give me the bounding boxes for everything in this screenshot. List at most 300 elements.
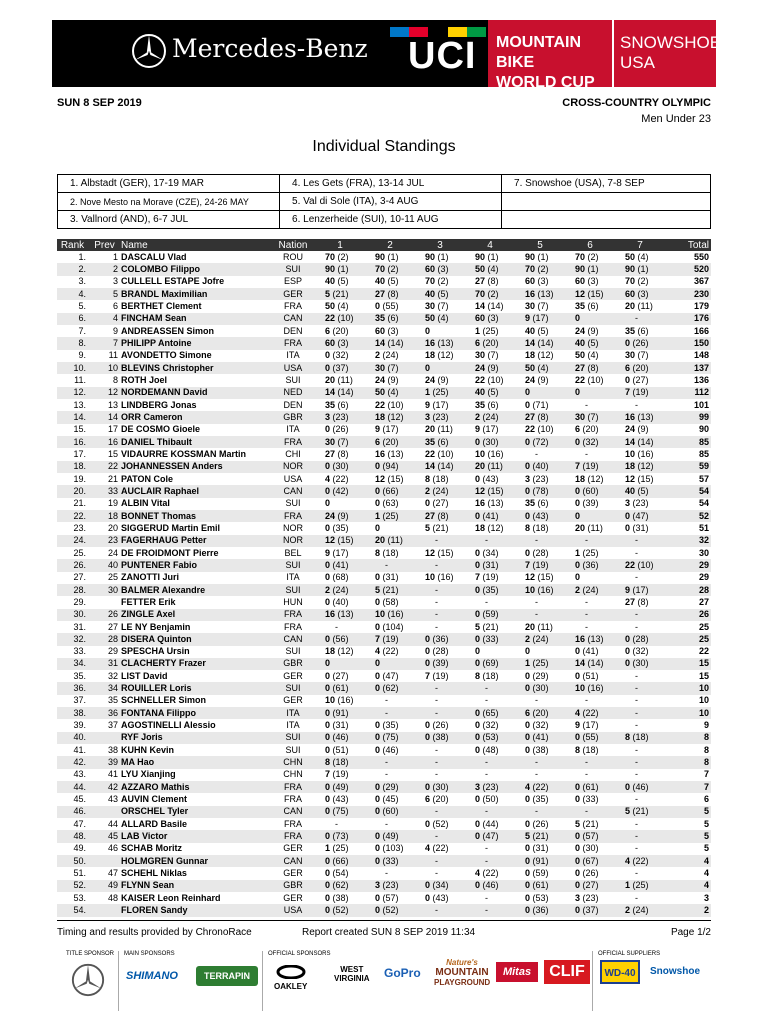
rank-cell: 18. <box>57 461 88 473</box>
round-position: (2) <box>635 276 649 287</box>
round-position: (7) <box>435 300 449 311</box>
round-result-cell <box>465 424 515 436</box>
round-position: (59) <box>480 609 499 620</box>
round-points: 90 <box>625 263 636 274</box>
round-points: 0 <box>425 325 431 336</box>
round-result-cell <box>315 682 365 694</box>
round-result-cell: - <box>585 596 588 607</box>
nation-cell: ITA <box>286 350 300 361</box>
round-position: (24) <box>330 584 349 595</box>
round-position: (33) <box>480 633 499 644</box>
prev-rank-cell <box>88 855 121 867</box>
rank-cell: 42. <box>57 756 88 768</box>
nation-cell: BEL <box>284 547 302 558</box>
round-position: (23) <box>330 411 349 422</box>
round-result-cell <box>365 288 415 300</box>
round-result-cell <box>365 473 415 485</box>
round-position: (47) <box>630 510 649 521</box>
table-row <box>57 387 711 399</box>
round-points: 20 <box>325 374 336 385</box>
round-points: 90 <box>425 251 436 262</box>
round-result-cell <box>315 855 365 867</box>
round-result-cell <box>315 695 365 707</box>
round-result-cell: - <box>535 769 538 780</box>
event-title <box>612 20 722 87</box>
round-points: 0 <box>475 633 481 644</box>
round-result-cell <box>465 732 515 744</box>
round-result-cell <box>465 670 515 682</box>
round-points: 0 <box>325 670 331 681</box>
round-points: 2 <box>375 350 381 361</box>
table-row <box>57 880 711 892</box>
round-position: (49) <box>380 831 399 842</box>
round-result-cell <box>565 387 615 399</box>
total-cell: 59 <box>665 461 711 473</box>
round-result-cell <box>315 288 365 300</box>
round-position: (66) <box>380 485 399 496</box>
nation-cell: GER <box>271 288 315 300</box>
rider-name-cell: LIST David <box>121 670 168 681</box>
round-result-cell: - <box>635 670 638 681</box>
round-position: (18) <box>430 473 449 484</box>
rank-cell: 3. <box>78 276 86 287</box>
round-result-cell <box>365 522 415 534</box>
nation-cell: ESP <box>283 276 302 287</box>
round-result-cell <box>615 596 665 608</box>
round-position: (21) <box>480 621 499 632</box>
round-result-cell <box>315 313 365 325</box>
round-points: 50 <box>425 313 436 324</box>
round-points: 2 <box>475 411 481 422</box>
rank-cell: 39. <box>73 720 86 731</box>
round-position: (1) <box>535 251 549 262</box>
round-position: (29) <box>380 781 399 792</box>
total-cell: 5 <box>703 843 709 854</box>
column-header: 6 <box>565 239 615 251</box>
total-cell: 148 <box>693 350 709 361</box>
round-result-cell <box>515 251 565 263</box>
round-result-cell <box>515 559 565 571</box>
rank-cell: 37. <box>73 695 86 706</box>
total-cell: 8 <box>665 732 711 744</box>
rider-name-cell: ALBIN Vital <box>121 498 170 509</box>
rank-cell: 53. <box>73 892 86 903</box>
round-result-cell <box>365 781 415 793</box>
round-result-cell: - <box>585 448 588 459</box>
round-result-cell <box>515 843 565 855</box>
round-result-cell <box>465 300 515 312</box>
round-position: (26) <box>630 337 649 348</box>
round-position: (5) <box>385 276 399 287</box>
event-line-1: SNOWSHOE <box>620 33 722 52</box>
round-result-cell <box>315 719 365 731</box>
table-row <box>57 498 711 510</box>
prev-rank-cell: 2 <box>88 263 121 275</box>
round-points: 70 <box>525 263 536 274</box>
round-position: (19) <box>530 559 549 570</box>
round-result-cell <box>415 300 465 312</box>
round-result-cell <box>615 436 665 448</box>
round-points: 0 <box>425 781 431 792</box>
round-result-cell <box>315 769 365 781</box>
round-points: 0 <box>325 707 331 718</box>
round-position: (21) <box>630 806 649 817</box>
round-points: 0 <box>375 794 381 805</box>
round-points: 0 <box>375 658 381 669</box>
round-position: (3) <box>335 337 349 348</box>
round-points: 22 <box>425 448 436 459</box>
round-points: 0 <box>325 732 331 743</box>
round-points: 1 <box>325 843 331 854</box>
round-points: 5 <box>525 831 531 842</box>
table-header-row <box>57 239 711 251</box>
round-result-cell <box>415 658 465 670</box>
nation-cell: USA <box>283 473 303 484</box>
round-result-cell <box>565 572 615 584</box>
round-result-cell: - <box>415 535 465 547</box>
round-result-cell <box>465 448 515 460</box>
rider-name-cell: BONNET Thomas <box>121 510 271 522</box>
round-result-cell <box>515 793 565 805</box>
round-result-cell <box>315 707 365 719</box>
official-sponsors-label: OFFICIAL SPONSORS <box>268 951 331 957</box>
round-result-cell <box>565 411 615 423</box>
round-result-cell <box>515 572 565 584</box>
round-points: 40 <box>525 325 536 336</box>
round-points: 27 <box>575 362 586 373</box>
round-points: 0 <box>325 880 331 891</box>
round-result-cell: - <box>485 892 488 903</box>
round-points: 16 <box>375 448 386 459</box>
round-points: 0 <box>525 646 531 657</box>
round-points: 0 <box>525 744 531 755</box>
mp-line-2: MOUNTAIN <box>435 967 489 978</box>
round-result-cell: - <box>585 621 588 632</box>
rank-cell: 5. <box>78 300 86 311</box>
round-points: 60 <box>525 276 536 287</box>
round-result-cell: - <box>335 621 338 632</box>
round-points: 20 <box>375 535 386 546</box>
round-position: (17) <box>630 584 649 595</box>
round-points: 0 <box>625 510 631 521</box>
round-position: (33) <box>580 794 599 805</box>
round-result-cell: - <box>415 756 465 768</box>
rider-name-cell: FAGERHAUG Petter <box>121 535 271 547</box>
round-result-cell <box>315 732 365 744</box>
round-points: 3 <box>375 880 381 891</box>
rider-name-cell: ROUILLER Loris <box>121 682 271 694</box>
round-points: 0 <box>575 732 581 743</box>
round-row <box>58 175 711 193</box>
round-points: 30 <box>375 362 386 373</box>
nation-cell: FRA <box>271 510 315 522</box>
total-cell: 28 <box>665 584 711 596</box>
nation-cell: FRA <box>284 621 302 632</box>
round-position: (14) <box>635 436 654 447</box>
round-points: 0 <box>325 831 331 842</box>
round-points: 0 <box>525 868 531 879</box>
round-position: (8) <box>485 276 499 287</box>
round-points: 4 <box>575 707 581 718</box>
round-position: (17) <box>580 720 599 731</box>
round-points: 0 <box>575 670 581 681</box>
round-points: 0 <box>575 843 581 854</box>
clif-logo: CLIF <box>544 960 590 984</box>
total-cell: 22 <box>698 646 709 657</box>
round-position: (1) <box>435 251 449 262</box>
round-result-cell <box>365 621 415 633</box>
rider-name-cell: DE COSMO Gioele <box>121 424 201 435</box>
rider-name-cell: AUCLAIR Raphael <box>121 485 271 497</box>
round-position: (48) <box>480 744 499 755</box>
round-points: 90 <box>525 251 536 262</box>
round-position: (38) <box>530 744 549 755</box>
round-result-cell <box>365 263 415 275</box>
round-points: 24 <box>525 374 536 385</box>
round-position: (41) <box>580 646 599 657</box>
round-points: 0 <box>475 818 481 829</box>
round-points: 14 <box>325 387 336 398</box>
round-points: 35 <box>325 399 336 410</box>
round-points: 0 <box>575 436 581 447</box>
round-position: (7) <box>335 436 349 447</box>
round-result-cell <box>365 350 415 362</box>
total-cell: 4 <box>665 855 711 867</box>
total-cell: 520 <box>665 263 711 275</box>
round-position: (52) <box>430 818 449 829</box>
nation-cell: DEN <box>283 399 303 410</box>
round-position: (59) <box>530 868 549 879</box>
prev-rank-cell: 30 <box>88 584 121 596</box>
rider-name-cell: FETTER Erik <box>121 596 176 607</box>
round-points: 30 <box>325 436 336 447</box>
round-position: (26) <box>530 818 549 829</box>
round-result-cell <box>315 609 365 621</box>
round-position: (2) <box>485 288 499 299</box>
round-position: (14) <box>535 337 554 348</box>
round-position: (49) <box>330 781 349 792</box>
round-result-cell <box>315 485 365 497</box>
round-result-cell <box>465 313 515 325</box>
round-result-cell <box>615 498 665 510</box>
round-points: 0 <box>425 818 431 829</box>
rider-name-cell: BLEVINS Christopher <box>121 362 271 374</box>
round-cell <box>502 211 711 229</box>
round-points: 3 <box>325 411 331 422</box>
round-result-cell <box>415 424 465 436</box>
round-position: (14) <box>335 387 354 398</box>
prev-rank-cell: 9 <box>112 325 118 336</box>
round-result-cell <box>415 399 465 411</box>
round-position: (41) <box>480 510 499 521</box>
table-row <box>57 830 711 842</box>
round-result-cell <box>415 448 465 460</box>
total-cell: 29 <box>665 559 711 571</box>
round-result-cell <box>615 510 665 522</box>
round-position: (29) <box>530 670 549 681</box>
rank-cell: 33. <box>73 646 86 657</box>
round-result-cell <box>615 448 665 460</box>
round-position: (41) <box>330 559 349 570</box>
round-result-cell: - <box>335 818 338 829</box>
total-cell: 99 <box>665 411 711 423</box>
round-points: 4 <box>375 646 381 657</box>
rank-cell: 38. <box>57 707 88 719</box>
round-result-cell <box>515 830 565 842</box>
round-result-cell <box>515 436 565 448</box>
round-points: 50 <box>375 387 386 398</box>
round-result-cell <box>365 510 415 522</box>
round-result-cell <box>315 646 365 658</box>
table-row <box>57 646 711 658</box>
total-cell: 9 <box>703 720 709 731</box>
round-points: 0 <box>375 744 381 755</box>
round-points: 0 <box>375 855 381 866</box>
round-points: 18 <box>625 461 636 472</box>
round-result-cell <box>515 867 565 879</box>
main-sponsors-label: MAIN SPONSORS <box>124 951 175 957</box>
round-result-cell <box>315 498 365 510</box>
round-points: 10 <box>575 683 586 694</box>
round-position: (57) <box>380 892 399 903</box>
round-points: 50 <box>475 263 486 274</box>
total-cell: 136 <box>693 374 709 385</box>
round-position: (7) <box>485 350 499 361</box>
round-points: 30 <box>525 300 536 311</box>
round-result-cell <box>315 362 365 374</box>
round-result-cell <box>465 572 515 584</box>
column-header: 4 <box>465 239 515 251</box>
nation-cell: GER <box>283 892 303 903</box>
round-result-cell <box>515 300 565 312</box>
round-result-cell <box>315 880 365 892</box>
round-position: (14) <box>485 300 504 311</box>
rank-cell: 23. <box>73 522 86 533</box>
round-position: (11) <box>435 424 453 435</box>
rider-name-cell: PATON Cole <box>121 473 174 484</box>
oakley-logo: OAKLEY <box>274 982 308 991</box>
round-result-cell: - <box>615 707 665 719</box>
round-result-cell <box>465 399 515 411</box>
table-row <box>57 325 711 337</box>
table-row <box>57 732 711 744</box>
round-position: (20) <box>630 362 649 373</box>
round-position: (52) <box>380 905 399 916</box>
round-result-cell <box>315 276 365 288</box>
total-cell: 3 <box>703 892 709 903</box>
round-points: 0 <box>375 843 381 854</box>
official-suppliers-label: OFFICIAL SUPPLIERS <box>598 951 661 957</box>
round-result-cell <box>315 756 365 768</box>
round-points: 8 <box>525 522 531 533</box>
table-row <box>57 904 711 917</box>
round-points: 0 <box>475 720 481 731</box>
round-points: 0 <box>475 880 481 891</box>
nation-cell: CAN <box>271 633 315 645</box>
round-result-cell <box>315 572 365 584</box>
round-result-cell <box>565 781 615 793</box>
round-result-cell <box>365 399 415 411</box>
uci-wordmark: UCI <box>408 35 477 77</box>
column-header: Prev <box>88 239 121 251</box>
total-cell: 15 <box>698 670 709 681</box>
round-position: (17) <box>380 424 399 435</box>
rank-cell: 54. <box>57 904 88 917</box>
round-position: (35) <box>530 794 549 805</box>
round-result-cell <box>415 843 465 855</box>
column-header: 5 <box>515 239 565 251</box>
round-position: (9) <box>635 424 649 435</box>
round-result-cell <box>465 288 515 300</box>
rank-cell: 48. <box>57 830 88 842</box>
round-points: 14 <box>525 337 536 348</box>
round-result-cell <box>565 337 615 349</box>
round-result-cell <box>315 350 365 362</box>
round-result-cell: - <box>635 769 638 780</box>
round-position: (26) <box>330 424 349 435</box>
round-points: 0 <box>375 596 381 607</box>
round-result-cell <box>365 609 415 621</box>
round-points: 7 <box>325 769 331 780</box>
round-result-cell: - <box>385 868 388 879</box>
round-points: 12 <box>625 473 636 484</box>
round-position: (3) <box>585 276 599 287</box>
round-position: (17) <box>530 313 549 324</box>
round-points: 0 <box>625 522 631 533</box>
round-result-cell <box>465 473 515 485</box>
round-points: 0 <box>525 892 531 903</box>
round-position: (10) <box>485 374 504 385</box>
round-position: (46) <box>630 781 649 792</box>
round-position: (6) <box>585 300 599 311</box>
round-position: (55) <box>580 732 599 743</box>
round-position: (30) <box>430 781 449 792</box>
round-position: (15) <box>435 547 454 558</box>
round-points: 18 <box>475 522 486 533</box>
round-position: (46) <box>480 880 499 891</box>
round-position: (45) <box>380 794 399 805</box>
round-position: (23) <box>630 498 649 509</box>
round-position: (4) <box>635 251 649 262</box>
round-position: (24) <box>580 584 599 595</box>
round-result-cell <box>565 744 615 756</box>
round-points: 0 <box>475 510 481 521</box>
rider-name-cell: ORSCHEL Tyler <box>121 806 271 818</box>
round-result-cell <box>315 904 365 917</box>
round-points: 0 <box>475 744 481 755</box>
nation-cell: ITA <box>286 572 300 583</box>
round-points: 0 <box>375 905 381 916</box>
rank-cell: 31. <box>73 621 86 632</box>
round-points: 0 <box>325 806 331 817</box>
round-result-cell: - <box>465 682 515 694</box>
table-row <box>57 818 711 830</box>
prev-rank-cell: 3 <box>112 276 118 287</box>
race-date: SUN 8 SEP 2019 <box>57 97 142 109</box>
round-position: (10) <box>435 448 454 459</box>
round-points: 0 <box>475 658 481 669</box>
round-result-cell <box>565 263 615 275</box>
table-row <box>57 781 711 793</box>
round-position: (1) <box>635 263 649 274</box>
round-result-cell: - <box>585 769 588 780</box>
round-result-cell <box>315 559 365 571</box>
round-points: 16 <box>625 411 636 422</box>
round-points: 0 <box>575 572 581 583</box>
round-points: 8 <box>375 547 381 558</box>
prev-rank-cell: 44 <box>107 818 118 829</box>
round-position: (12) <box>635 461 654 472</box>
